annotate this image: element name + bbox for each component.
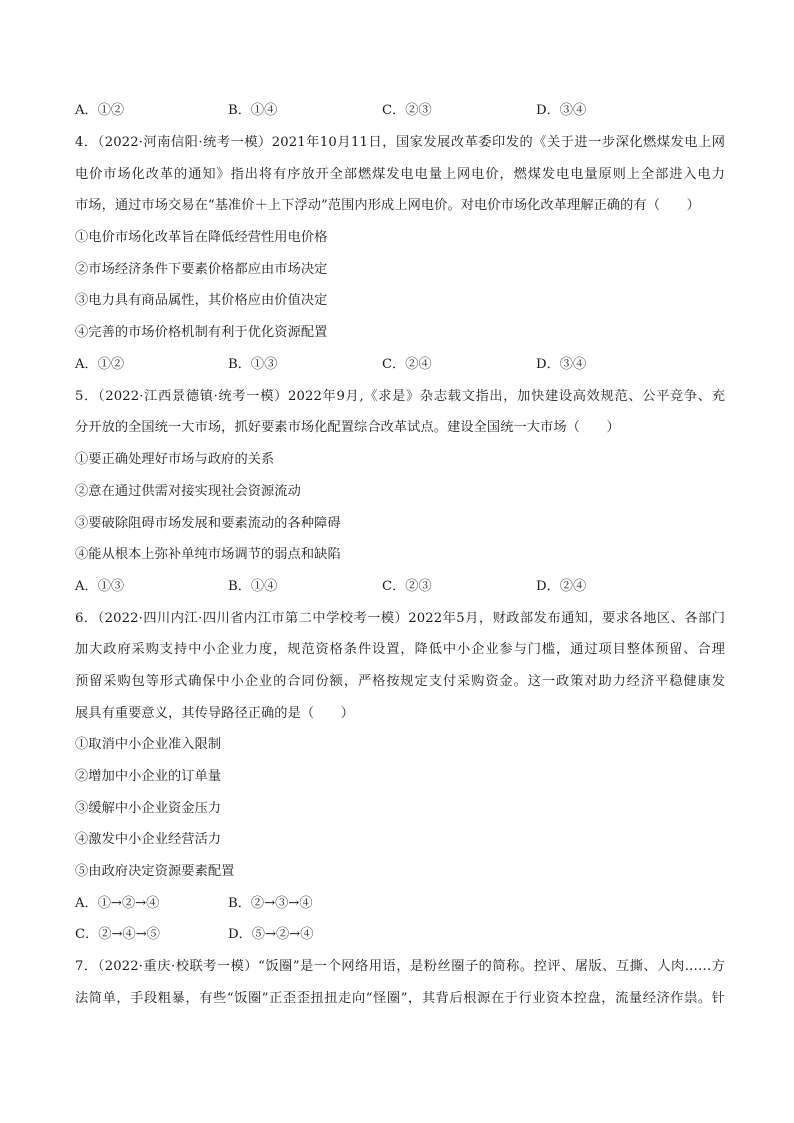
- q6-stem-line-4: 展具有重要意义，其传导路径正确的是（ ）: [75, 706, 355, 721]
- q5-option-b[interactable]: B．①④: [228, 579, 278, 594]
- q6-options-row-1: [75, 894, 725, 914]
- q4-option-c[interactable]: C．②④: [382, 357, 432, 372]
- q4-stem-line-1: 4．（2022·河南信阳·统考一模）2021年10月11日，国家发展改革委印发的《关于进一步深化燃煤发电上网: [75, 135, 725, 150]
- q6-option-c[interactable]: C．②→④→⑤: [75, 927, 160, 942]
- q3-option-c[interactable]: C．②③: [382, 103, 432, 118]
- q4-options: [75, 355, 725, 375]
- q4-option-d[interactable]: D．③④: [536, 357, 587, 372]
- q6-options-row-2: [75, 925, 725, 945]
- q6-statement-1: ①取消中小企业准入限制: [75, 737, 222, 752]
- q3-option-a[interactable]: A．①②: [75, 103, 125, 118]
- q7-stem-line-2: 法简单，手段粗暴，有些“饭圈”正歪歪扭扭走向“怪圈”，其背后根源在于行业资本控盘，流量经济作祟。针: [75, 991, 725, 1006]
- q4-statement-1: ①电价市场化改革旨在降低经营性用电价格: [75, 230, 328, 245]
- q4-stem-line-2: 电价市场化改革的通知》指出将有序放开全部燃煤发电电量上网电价，燃煤发电电量原则上全部进入电力: [75, 167, 725, 182]
- q5-statement-1: ①要正确处理好市场与政府的关系: [75, 452, 275, 467]
- q3-option-b[interactable]: B．①④: [228, 103, 278, 118]
- q4-option-b[interactable]: B．①③: [228, 357, 278, 372]
- q6-stem-line-2: 加大政府采购支持中小企业力度，规范资格条件设置，降低中小企业参与门槛，通过项目整体预留、合理: [75, 642, 725, 657]
- q6-option-b[interactable]: B．②→③→④: [228, 896, 313, 911]
- q4-statement-4: ④完善的市场价格机制有利于优化资源配置: [75, 325, 328, 340]
- q5-option-c[interactable]: C．②③: [382, 579, 432, 594]
- q6-statement-4: ④激发中小企业经营活力: [75, 832, 222, 847]
- q5-option-d[interactable]: D．②④: [536, 579, 587, 594]
- q6-statement-3: ③缓解中小企业资金压力: [75, 801, 222, 816]
- q5-option-a[interactable]: A．①③: [75, 579, 125, 594]
- q7-stem-line-1: 7．（2022·重庆·校联考一模）“饭圈”是一个网络用语，是粉丝圈子的简称。控评、屠版、互撕、人肉……方: [75, 959, 725, 974]
- q6-statement-5: ⑤由政府决定资源要素配置: [75, 864, 235, 879]
- q4-stem-line-3: 市场，通过市场交易在“基准价＋上下浮动”范围内形成上网电价。对电价市场化改革理解正确的有（ ）: [75, 198, 700, 213]
- q6-stem-line-1: 6．（2022·四川内江·四川省内江市第二中学校考一模）2022年5月，财政部发布通知，要求各地区、各部门: [75, 611, 725, 626]
- q5-statement-3: ③要破除阻碍市场发展和要素流动的各种障碍: [75, 516, 341, 531]
- q3-options: [75, 101, 725, 121]
- q5-stem-line-2: 分开放的全国统一大市场，抓好要素市场化配置综合改革试点。建设全国统一大市场（ ）: [75, 420, 620, 435]
- q6-statement-2: ②增加中小企业的订单量: [75, 769, 222, 784]
- q4-option-a[interactable]: A．①②: [75, 357, 125, 372]
- q6-stem-line-3: 预留采购包等形式确保中小企业的合同份额，严格按规定支付采购资金。这一政策对助力经济平稳健康发: [75, 674, 725, 689]
- q5-statement-2: ②意在通过供需对接实现社会资源流动: [75, 484, 301, 499]
- q5-statement-4: ④能从根本上弥补单纯市场调节的弱点和缺陷: [75, 547, 341, 562]
- q4-statement-3: ③电力具有商品属性，其价格应由价值决定: [75, 293, 328, 308]
- q6-option-a[interactable]: A．①→②→④: [75, 896, 160, 911]
- q5-stem-line-1: 5．（2022·江西景德镇·统考一模）2022年9月,《求是》杂志载文指出，加快建设高效规范、公平竞争、充: [75, 389, 725, 404]
- q3-option-d[interactable]: D．③④: [536, 103, 587, 118]
- q4-statement-2: ②市场经济条件下要素价格都应由市场决定: [75, 262, 328, 277]
- q6-option-d[interactable]: D．⑤→②→④: [228, 927, 314, 942]
- q5-options: [75, 577, 725, 597]
